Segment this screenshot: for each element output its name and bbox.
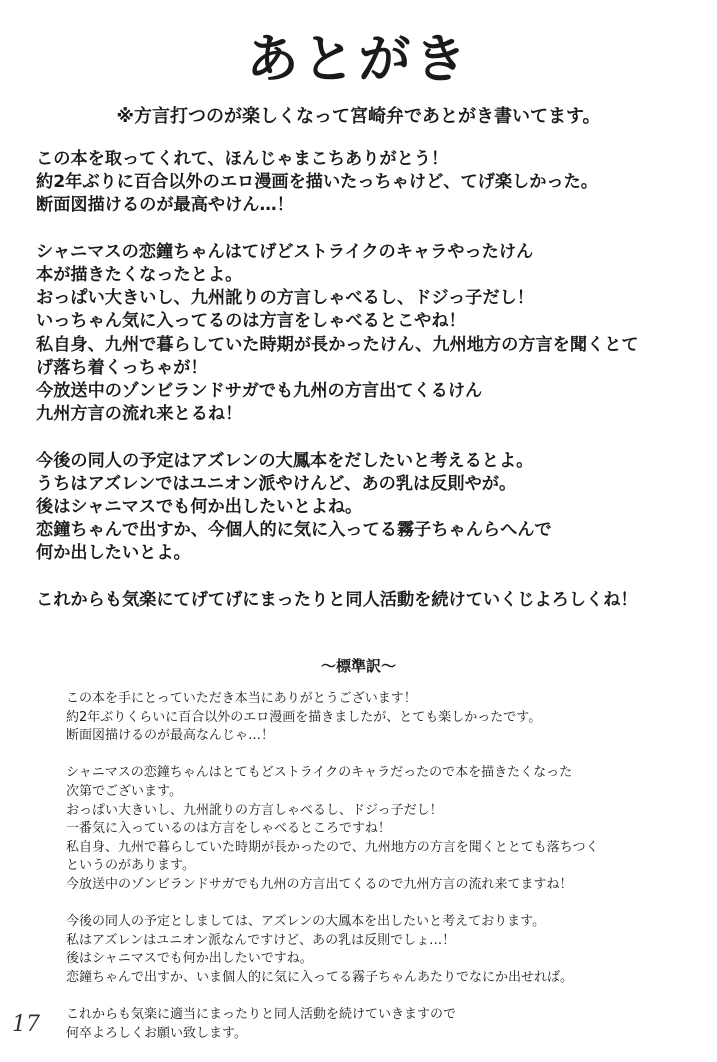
text-line: 次第でございます。	[66, 783, 182, 799]
standard-translation	[66, 690, 686, 1062]
text-line: 今放送中のゾンビランドサガでも九州の方言出てくるので九州方言の流れ来てますね！	[66, 876, 573, 892]
dialect-paragraph	[36, 589, 706, 612]
text-line: シャニマスの恋鐘ちゃんはとてもどストライクのキャラだったので本を描きたくなった	[66, 765, 573, 781]
text-line: 本が描きたくなったとよ。	[36, 265, 243, 285]
page-subtitle: ※方言打つのが楽しくなって宮崎弁であとがき書いてます。	[116, 106, 601, 127]
text-line: 後はシャニマスでも何か出したいとよね。	[36, 497, 363, 518]
text-line: シャニマスの恋鐘ちゃんはてげどストライクのキャラやったけん	[36, 241, 534, 262]
standard-paragraph	[66, 690, 686, 746]
standard-paragraph	[66, 1006, 686, 1043]
page-number: 17	[12, 1012, 40, 1037]
text-line: 何卒よろしくお願い致します。	[66, 1025, 247, 1041]
text-line: 約2年ぶりに百合以外のエロ漫画を描いたっちゃけど、てげ楽しかった。	[36, 172, 598, 193]
text-line: 私自身、九州で暮らしていた時期が長かったけん、九州地方の方言を聞くとて	[36, 334, 639, 355]
text-line: 今放送中のゾンビランドサガでも九州の方言出てくるけん	[36, 381, 483, 402]
standard-translation-heading: 〜標準訳〜	[320, 657, 396, 675]
text-line: この本を手にとっていただき本当にありがとうございます！	[66, 691, 417, 706]
text-line: おっぱい大きいし、九州訛りの方言しゃべるし、ドジっ子だし！	[36, 288, 534, 309]
text-line: 何か出したいとよ。	[36, 543, 191, 564]
text-line: 私自身、九州で暮らしていた時期が長かったので、九州地方の方言を聞くととても落ちつく	[66, 839, 599, 855]
standard-paragraph	[66, 764, 686, 894]
page-title: あとがき	[246, 30, 471, 90]
text-line: 約2年ぶりくらいに百合以外のエロ漫画を描きましたが、とても楽しかったです。	[66, 709, 542, 725]
text-line: 断面図描けるのが最高やけん…！	[36, 195, 294, 216]
text-line: 私はアズレンはユニオン派なんですけど、あの乳は反則でしょ…！	[66, 932, 456, 948]
text-line: うちはアズレンではユニオン派やけんど、あの乳は反則やが。	[36, 473, 517, 494]
standard-paragraph	[66, 913, 686, 987]
text-line: 断面図描けるのが最高なんじゃ…！	[66, 728, 275, 744]
text-line: いっちゃん気に入ってるのは方言をしゃべるとこやね！	[36, 311, 466, 332]
text-line: 後はシャニマスでも何か出したいですね。	[66, 951, 313, 967]
text-line: 九州方言の流れ来とるね！	[36, 404, 243, 425]
dialect-paragraph	[36, 241, 706, 427]
text-line: これからも気楽に適当にまったりと同人活動を続けていきますので	[66, 1007, 457, 1023]
text-line: というのがあります。	[66, 858, 195, 874]
text-line: おっぱい大きいし、九州訛りの方言しゃべるし、ドジっ子だし！	[66, 802, 443, 818]
text-line: 恋鐘ちゃんで出すか、今個人的に気に入ってる霧子ちゃんらへんで	[36, 520, 552, 541]
text-line: げ落ち着くっちゃが！	[36, 357, 208, 378]
text-line: 一番気に入っているのは方言をしゃべるところですね！	[66, 821, 391, 837]
dialect-paragraph	[36, 450, 706, 566]
dialect-paragraph	[36, 148, 706, 218]
dialect-afterword	[36, 148, 706, 635]
text-line: 恋鐘ちゃんで出すか、いま個人的に気に入ってる霧子ちゃんあたりでなにか出せれば。	[66, 969, 574, 985]
text-line: これからも気楽にてげてげにまったりと同人活動を続けていくじよろしくね！	[36, 589, 638, 610]
text-line: この本を取ってくれて、ほんじゃまこちありがとう！	[36, 149, 449, 169]
text-line: 今後の同人の予定はアズレンの大鳳本をだしたいと考えるとよ。	[36, 450, 534, 471]
text-line: 今後の同人の予定としましては、アズレンの大鳳本を出したいと考えております。	[66, 914, 546, 930]
